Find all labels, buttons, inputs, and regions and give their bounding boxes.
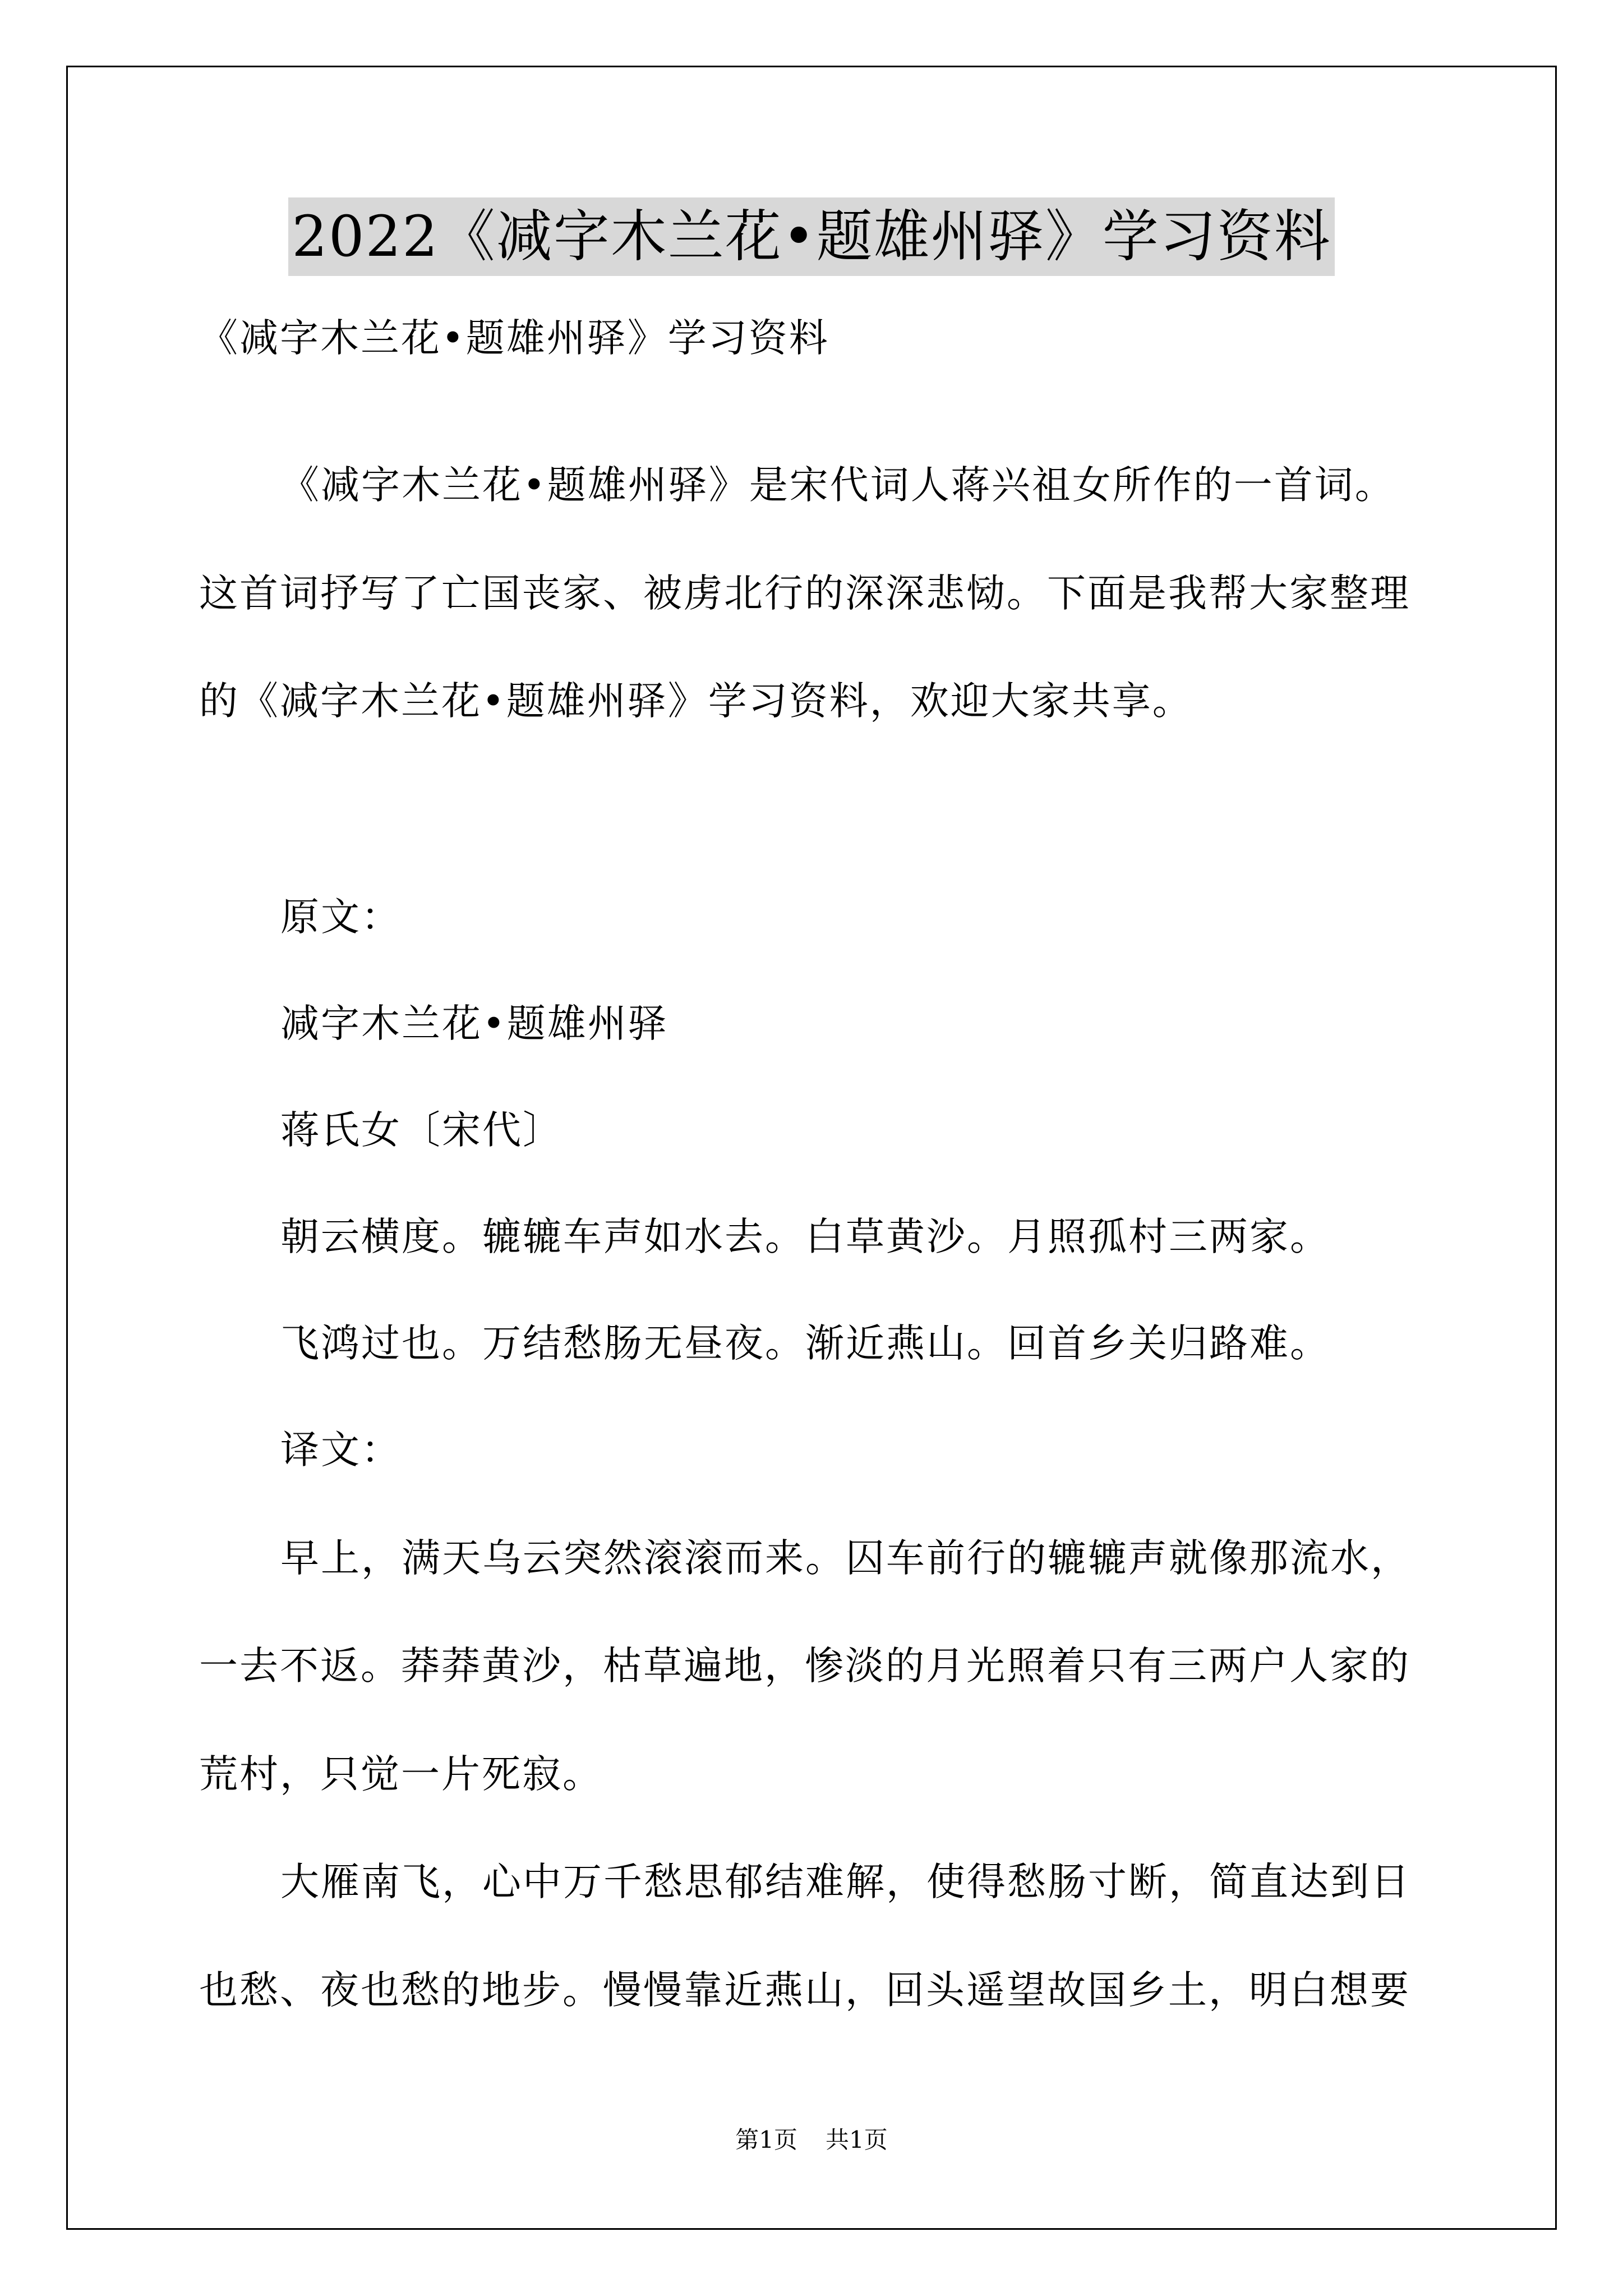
original-heading: 原文：: [280, 895, 402, 940]
intro-line: 的《减字木兰花•题雄州驿》学习资料，欢迎大家共享。: [199, 679, 1193, 724]
document-title: 2022《减字木兰花•题雄州驿》学习资料: [288, 197, 1334, 276]
intro-line: 这首词抒写了亡国丧家、被虏北行的深深悲恸。下面是我帮大家整理: [199, 571, 1410, 616]
translation-heading: 译文：: [280, 1428, 402, 1473]
translation-line: 也愁、夜也愁的地步。慢慢靠近燕山，回头遥望故国乡土，明白想要: [199, 1968, 1410, 2013]
page-number-total: 共1页: [826, 2126, 888, 2154]
page-footer: [0, 2123, 1623, 2157]
poem-title: 减字木兰花•题雄州驿: [280, 1001, 668, 1046]
translation-line: 一去不返。莽莽黄沙，枯草遍地，惨淡的月光照着只有三两户人家的: [199, 1644, 1410, 1688]
translation-line: 早上，满天乌云突然滚滚而来。囚车前行的辘辘声就像那流水，: [280, 1536, 1411, 1581]
page-number-current: 第1页: [735, 2126, 797, 2154]
translation-line: 大雁南飞，心中万千愁思郁结难解，使得愁肠寸断，简直达到日: [280, 1860, 1411, 1904]
intro-line: 《减字木兰花•题雄州驿》是宋代词人蒋兴祖女所作的一首词。: [280, 463, 1395, 508]
title-container: [0, 197, 1623, 276]
poem-line: 朝云横度。辘辘车声如水去。白草黄沙。月照孤村三两家。: [280, 1214, 1330, 1259]
document-subtitle: 《减字木兰花•题雄州驿》学习资料: [199, 316, 829, 361]
translation-line: 荒村，只觉一片死寂。: [199, 1752, 603, 1797]
poem-line: 飞鸿过也。万结愁肠无昼夜。渐近燕山。回首乡关归路难。: [280, 1321, 1330, 1366]
poem-author: 蒋氏女〔宋代〕: [280, 1108, 563, 1153]
